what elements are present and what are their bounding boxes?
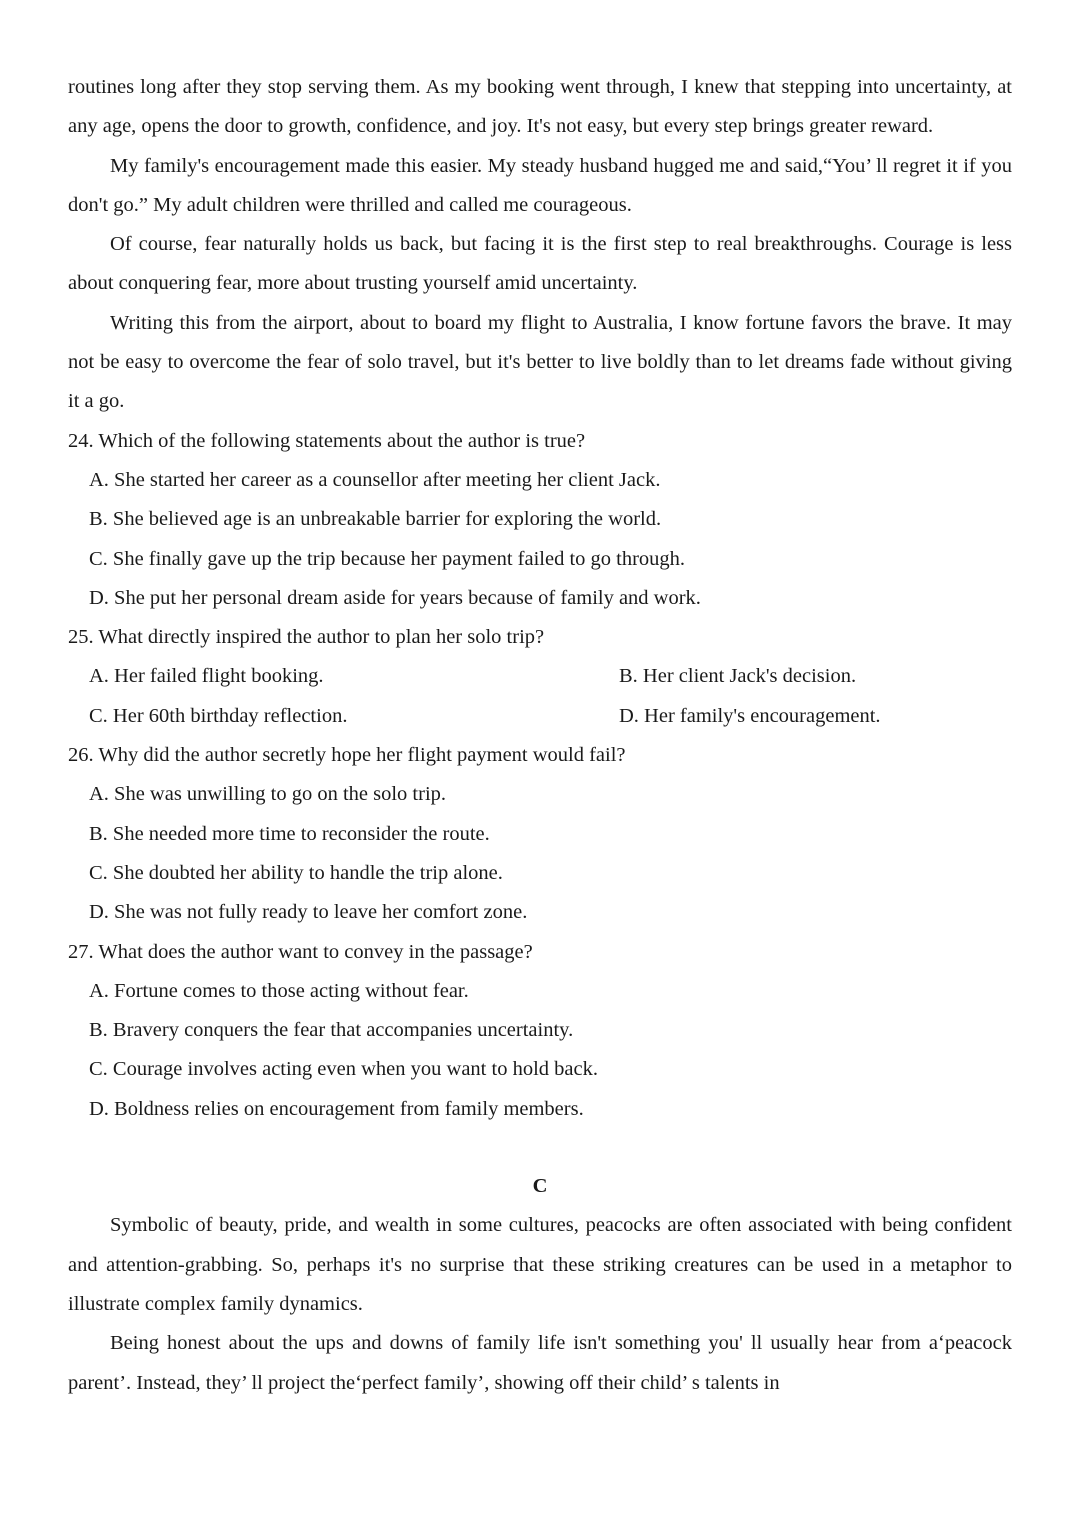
- question-stem: 25. What directly inspired the author to plan her solo trip?: [68, 626, 545, 649]
- passage-c-paragraph: Being honest about the ups and downs of family life isn't something you' ll usually hear from a‘peacock parent’. Instead, they’ ll project the‘perfect family’, showing off their child’ s talents in: [68, 1332, 1012, 1394]
- question-stem: 26. Why did the author secretly hope her flight payment would fail?: [68, 744, 626, 767]
- passage-c-paragraph: Symbolic of beauty, pride, and wealth in some cultures, peacocks are often associated with being confident and attention-grabbing. So, perhaps it's no surprise that these striking creatures can be used in a metaphor to illustrate complex family dynamics.: [68, 1214, 1012, 1315]
- passage-b-paragraph: routines long after they stop serving them. As my booking went through, I knew that stepping into uncertainty, at any age, opens the door to growth, confidence, and joy. It's not easy, but every step brings greater reward.: [68, 76, 1012, 138]
- document-page: [68, 68, 1012, 1403]
- option-b: B. She believed age is an unbreakable barrier for exploring the world.: [89, 508, 662, 531]
- passage-b-paragraph: My family's encouragement made this easier. My steady husband hugged me and said,“You’ ll regret it if you don't go.” My adult children were thrilled and called me courageous.: [68, 154, 1012, 216]
- section-spacer: [68, 1129, 1012, 1167]
- section-c-title: C: [532, 1175, 548, 1198]
- option-c: C. Courage involves acting even when you want to hold back.: [89, 1058, 598, 1081]
- option-c: C. Her 60th birthday reflection.: [89, 704, 348, 727]
- question-24: [68, 422, 1012, 618]
- passage-b-paragraph: Writing this from the airport, about to board my flight to Australia, I know fortune favors the brave. It may not be easy to overcome the fear of solo travel, but it's better to live boldly than to let dreams fade without giving it a go.: [68, 311, 1012, 413]
- option-a: A. Fortune comes to those acting without fear.: [89, 979, 469, 1002]
- option-c: C. She finally gave up the trip because her payment failed to go through.: [89, 547, 686, 570]
- option-d: D. She put her personal dream aside for years because of family and work.: [89, 586, 701, 609]
- question-stem: 24. Which of the following statements about the author is true?: [68, 429, 586, 452]
- option-a: A. Her failed flight booking.: [89, 665, 324, 688]
- question-options: [68, 461, 1012, 618]
- option-d: D. Her family's encouragement.: [619, 704, 881, 727]
- option-c: C. She doubted her ability to handle the trip alone.: [89, 861, 503, 884]
- option-b: B. She needed more time to reconsider the route.: [89, 822, 490, 845]
- question-27: [68, 933, 1012, 1129]
- passage-b-paragraph: Of course, fear naturally holds us back, but facing it is the first step to real breakthroughs. Courage is less about conquering fear, more about trusting yourself amid uncertainty.: [68, 233, 1012, 295]
- option-a: A. She started her career as a counsellor after meeting her client Jack.: [89, 468, 661, 491]
- question-options: [68, 972, 1012, 1129]
- question-25: [68, 618, 1012, 736]
- question-stem: 27. What does the author want to convey in the passage?: [68, 940, 533, 963]
- question-options: [68, 775, 1012, 932]
- option-d: D. Boldness relies on encouragement from family members.: [89, 1097, 584, 1120]
- option-a: A. She was unwilling to go on the solo trip.: [89, 783, 447, 806]
- option-b: B. Bravery conquers the fear that accompanies uncertainty.: [89, 1019, 574, 1042]
- question-options: [68, 657, 1012, 736]
- question-26: [68, 736, 1012, 932]
- option-d: D. She was not fully ready to leave her comfort zone.: [89, 901, 528, 924]
- option-b: B. Her client Jack's decision.: [619, 665, 857, 688]
